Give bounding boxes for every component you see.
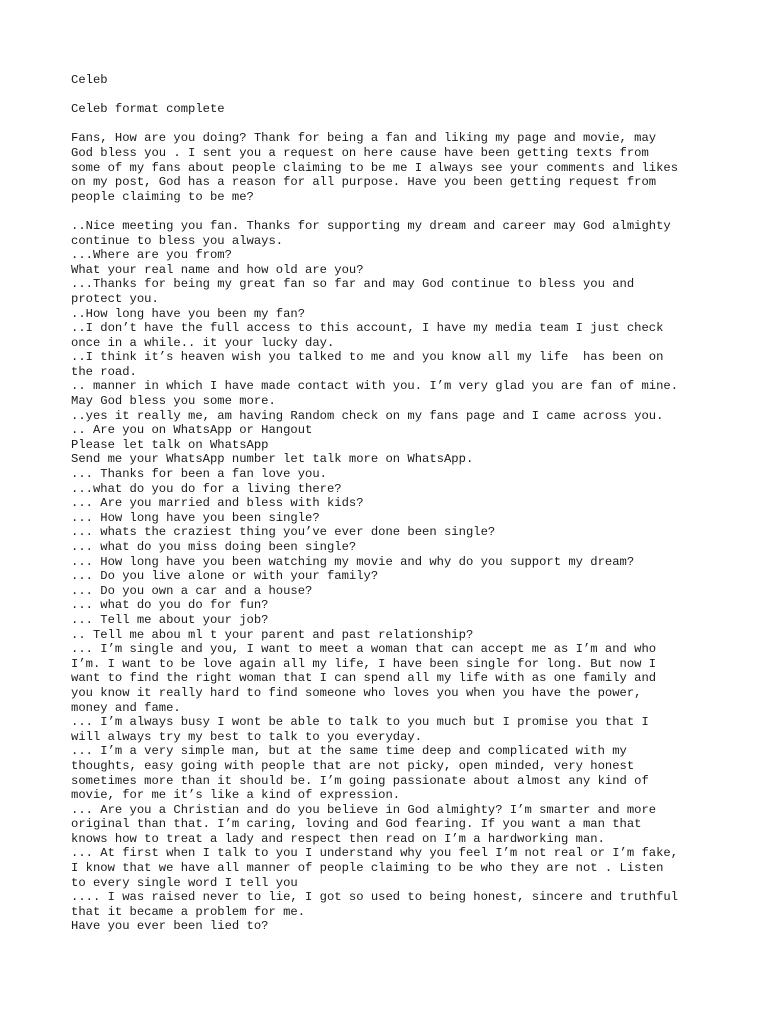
- message-list: [71, 219, 711, 934]
- message-line: ... Thanks for been a fan love you.: [71, 467, 327, 482]
- message-line: ... I’m a very simple man, but at the same time deep and complicated with my thoughts, easy going with people that are not picky, open minded, very honest sometimes more than it should be. I’m going passionate about almost any kind of movie, for me it’s like a kind of expression.: [71, 744, 649, 803]
- message-line: What your real name and how old are you?: [71, 262, 364, 277]
- message-line: .. manner in which I have made contact with you. I’m very glad you are fan of mine. May God bless you some more.: [71, 379, 679, 409]
- document-title: Celeb: [71, 73, 108, 87]
- message-line: ..yes it really me, am having Random check on my fans page and I came across you.: [71, 408, 664, 423]
- document-subtitle: Celeb format complete: [71, 102, 225, 117]
- message-line: ... Do you own a car and a house?: [71, 583, 313, 598]
- message-line: ... Are you married and bless with kids?: [71, 496, 364, 511]
- message-line: ..Nice meeting you fan. Thanks for supporting my dream and career may God almighty continue to bless you always.: [71, 218, 671, 248]
- message-line: .. Tell me abou ml t your parent and past relationship?: [71, 627, 474, 642]
- message-line: ... Do you live alone or with your family?: [71, 569, 379, 584]
- message-line: ..I think it’s heaven wish you talked to me and you know all my life has been on the road.: [71, 350, 664, 379]
- message-line: ...Thanks for being my great fan so far and may God continue to bless you and protect you.: [71, 277, 635, 306]
- message-line: ..I don’t have the full access to this account, I have my media team I just check once in a while.. it your lucky day.: [71, 321, 664, 350]
- message-line: ... I’m always busy I wont be able to talk to you much but I promise you that I will always try my best to talk to you everyday.: [71, 715, 649, 744]
- message-line: Send me your WhatsApp number let talk more on WhatsApp.: [71, 452, 474, 467]
- message-line: ... At first when I talk to you I understand why you feel I’m not real or I’m fake, I know that we have all manner of people claiming to be who they are not . Listen to every single word I tell you: [71, 846, 679, 890]
- message-line: ...what do you do for a living there?: [71, 481, 342, 496]
- message-line: ... I’m single and you, I want to meet a woman that can accept me as I’m and who I’m. I want to be love again all my life, I have been single for long. But now I want to find the right woman that I can spend all my life with as one family and you know it really hard to find someone who loves you when you have the power, money and fame.: [71, 642, 657, 715]
- message-line: ... Tell me about your job?: [71, 612, 269, 627]
- message-line: Please let talk on WhatsApp: [71, 437, 269, 452]
- message-line: ... what do you do for fun?: [71, 598, 269, 613]
- message-line: ... Are you a Christian and do you believe in God almighty? I’m smarter and more original than that. I’m caring, loving and God fearing. If you want a man that knows how to treat a lady and respect then read on I’m a hardworking man.: [71, 802, 657, 846]
- message-line: ...Where are you from?: [71, 248, 232, 263]
- spacer: [71, 88, 711, 103]
- message-line: ... How long have you been single?: [71, 510, 320, 525]
- message-line: ... How long have you been watching my movie and why do you support my dream?: [71, 554, 635, 569]
- message-line: ..How long have you been my fan?: [71, 306, 306, 321]
- message-line: Have you ever been lied to?: [71, 919, 269, 934]
- message-line: ... whats the craziest thing you’ve ever done been single?: [71, 525, 496, 540]
- document-body: [71, 73, 711, 934]
- message-line: .. Are you on WhatsApp or Hangout: [71, 423, 313, 438]
- message-line: .... I was raised never to lie, I got so used to being honest, sincere and truthful that it became a problem for me.: [71, 890, 679, 919]
- intro-paragraph: Fans, How are you doing? Thank for being a fan and liking my page and movie, may God bless you . I sent you a request on here cause have been getting texts from some of my fans about people claiming to be me I always see your comments and likes on my post, God has a reason for all purpose. Have you been getting request from people claiming to be me?: [71, 131, 679, 204]
- message-line: ... what do you miss doing been single?: [71, 540, 357, 554]
- spacer: [71, 117, 711, 132]
- spacer: [71, 204, 711, 219]
